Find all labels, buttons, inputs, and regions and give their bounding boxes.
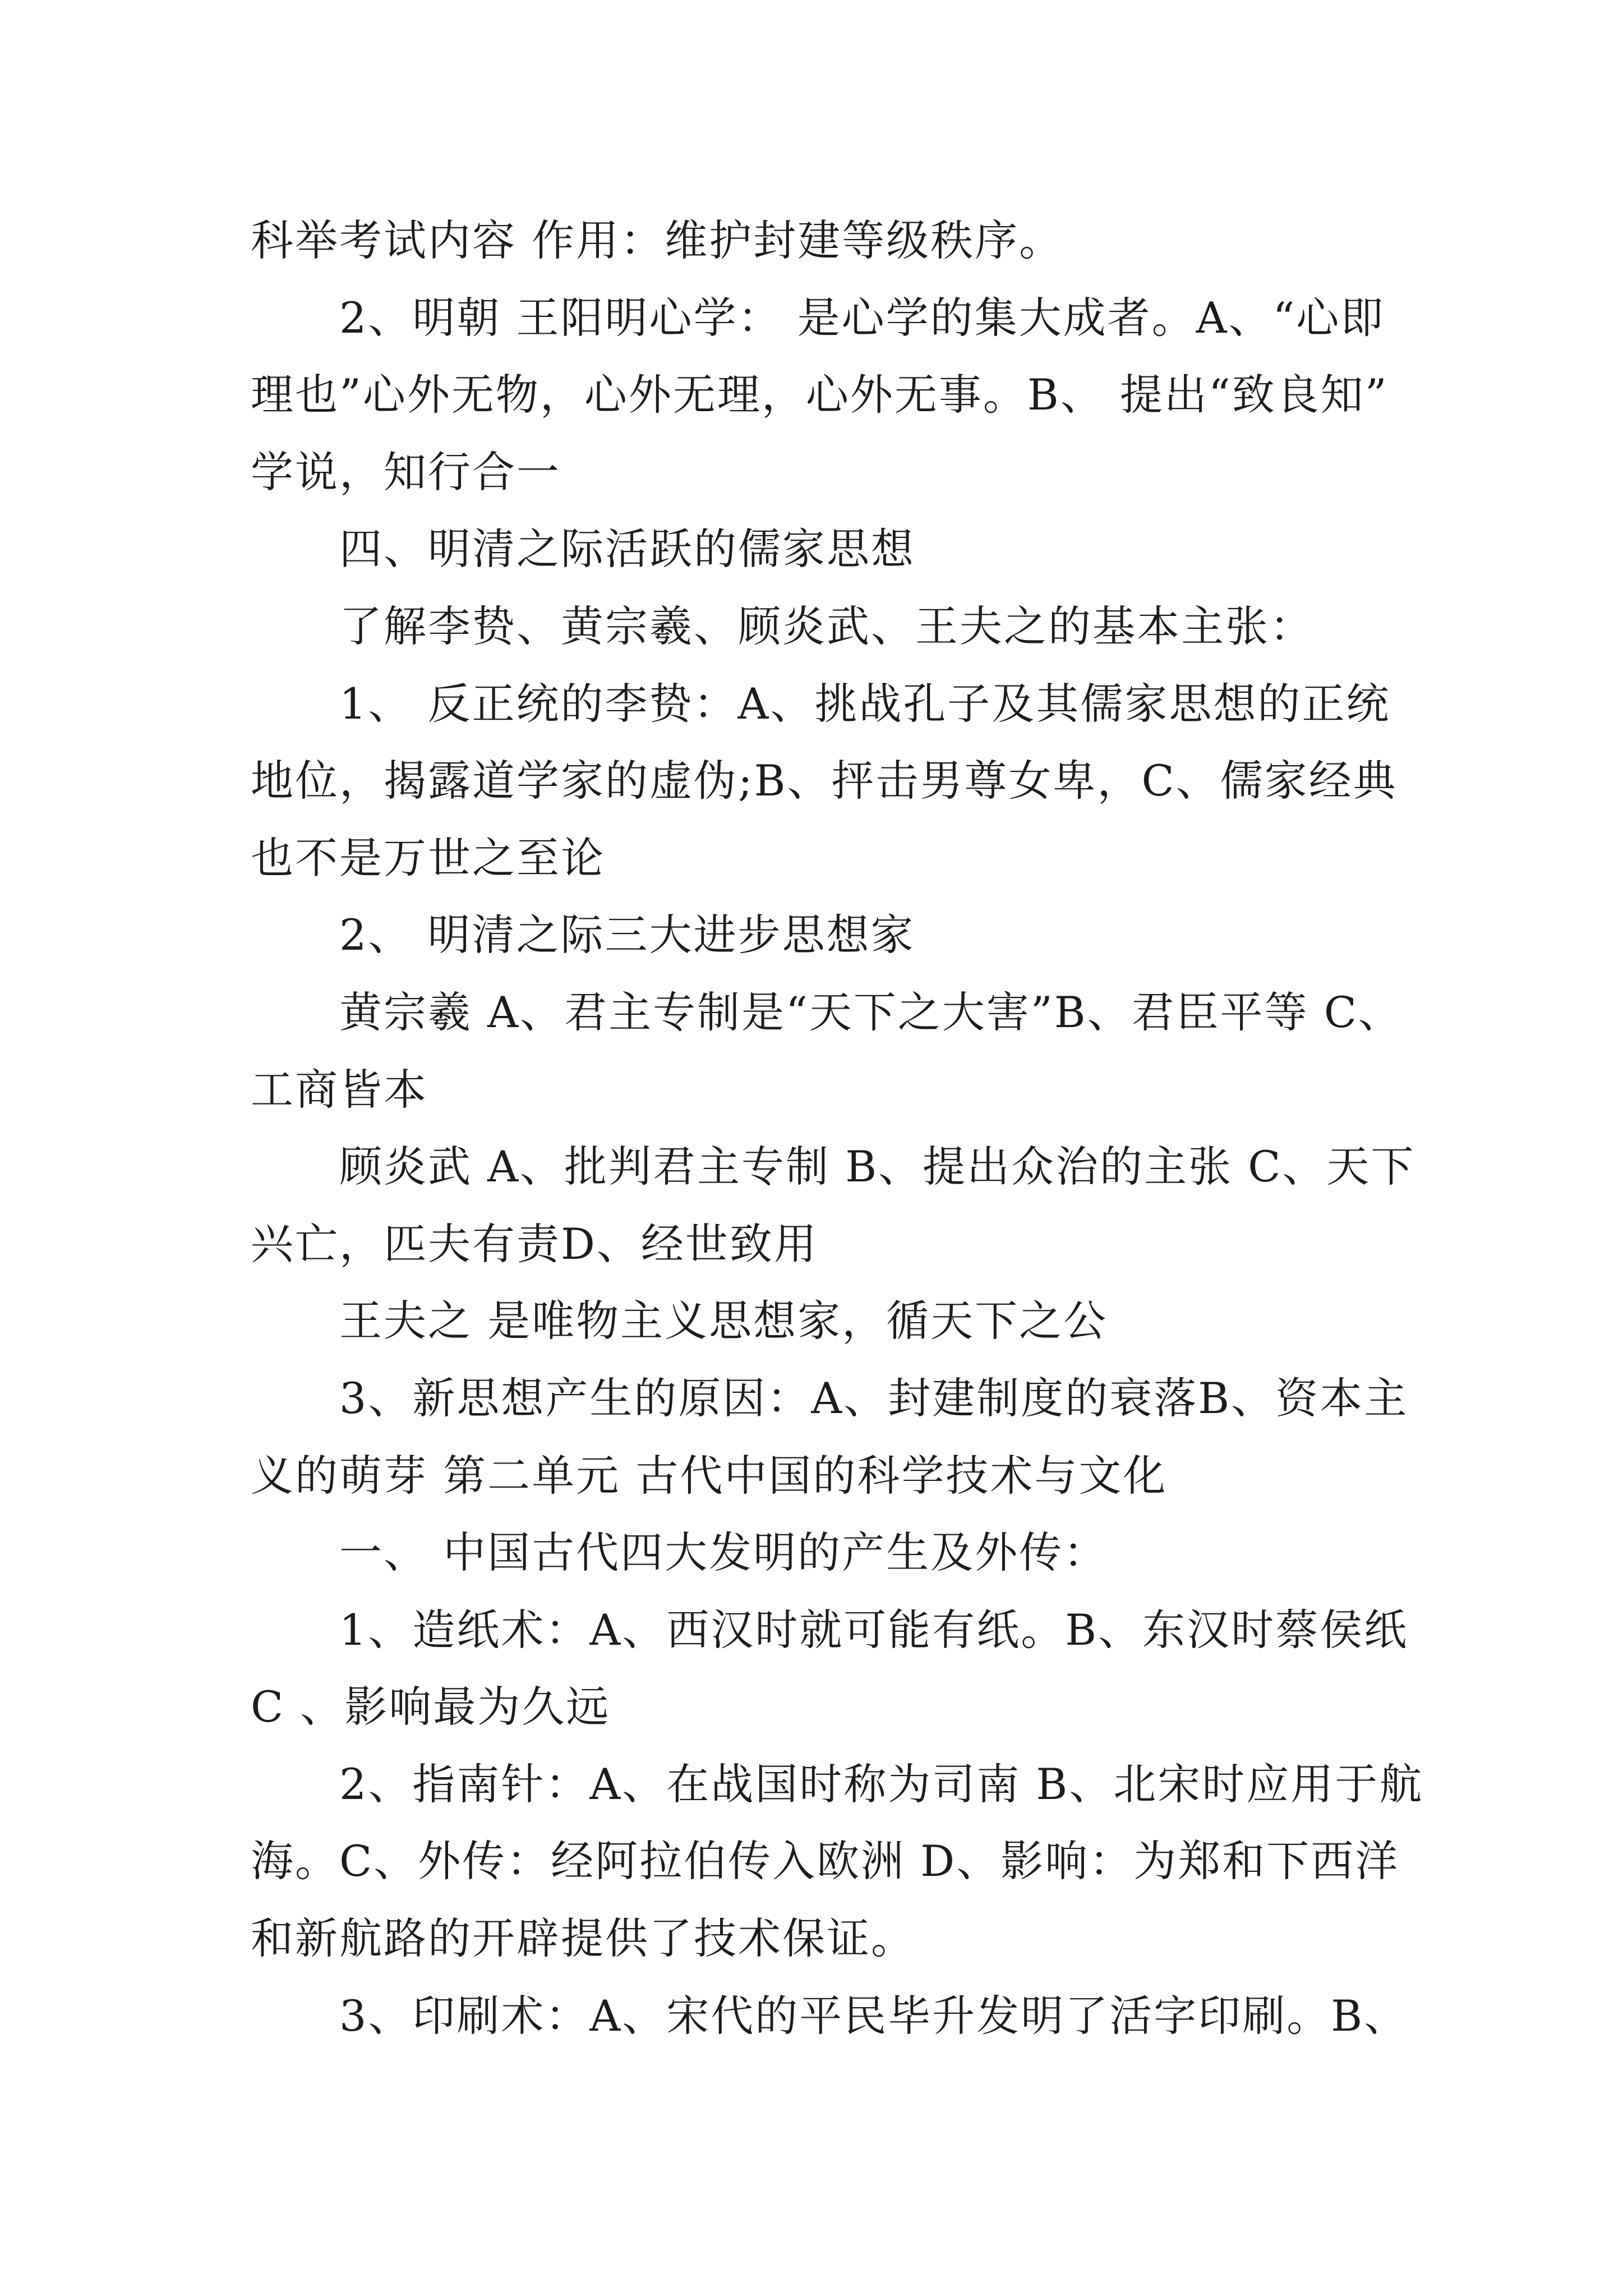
paragraph xyxy=(251,665,1455,897)
text-line: 理也”心外无物，心外无理，心外无事。B、 提出“致良知” xyxy=(251,370,1389,420)
paragraph xyxy=(251,896,1455,974)
text-line: 兴亡，匹夫有责D、经世致用 xyxy=(251,1218,818,1269)
section-heading xyxy=(251,510,1455,588)
text-line: 四、明清之际活跃的儒家思想 xyxy=(339,524,915,574)
text-line: 1、造纸术：A、西汉时就可能有纸。B、东汉时蔡侯纸 xyxy=(339,1604,1409,1655)
paragraph xyxy=(251,588,1455,665)
text-line: 黄宗羲 A、君主专制是“天下之大害”B、君臣平等 C、 xyxy=(339,987,1403,1037)
paragraph xyxy=(251,1746,1455,1977)
text-line: 2、指南针：A、在战国时称为司南 B、北宋时应用于航 xyxy=(339,1759,1424,1809)
text-line: 也不是万世之至论 xyxy=(251,832,605,883)
paragraph-continued xyxy=(251,202,1455,279)
text-line: 一、 中国古代四大发明的产生及外传： xyxy=(339,1527,1108,1578)
paragraph xyxy=(251,974,1455,1128)
text-line: 顾炎武 A、批判君主专制 B、提出众治的主张 C、天下 xyxy=(339,1142,1415,1192)
text-line: 了解李贽、黄宗羲、顾炎武、王夫之的基本主张： xyxy=(339,601,1314,651)
text-line: 王夫之 是唯物主义思想家，循天下之公 xyxy=(339,1296,1108,1346)
text-line: 3、印刷术：A、宋代的平民毕升发明了活字印刷。B、 xyxy=(339,1990,1409,2041)
text-line: 科举考试内容 作用：维护封建等级秩序。 xyxy=(251,215,1064,265)
text-line: 1、 反正统的李贽：A、挑战孔子及其儒家思想的正统 xyxy=(339,678,1391,729)
section-heading xyxy=(251,1514,1455,1591)
text-line: 义的萌芽 第二单元 古代中国的科学技术与文化 xyxy=(251,1450,1168,1501)
text-line: 工商皆本 xyxy=(251,1064,428,1115)
text-line: 2、明朝 王阳明心学： 是心学的集大成者。A、“心即 xyxy=(339,292,1385,343)
paragraph xyxy=(251,1128,1455,1282)
text-line: 2、 明清之际三大进步思想家 xyxy=(339,910,915,960)
paragraph xyxy=(251,1282,1455,1360)
text-line: C 、影响最为久远 xyxy=(251,1682,611,1732)
text-line: 海。C、外传：经阿拉伯传入欧洲 D、影响：为郑和下西洋 xyxy=(251,1836,1400,1887)
paragraph xyxy=(251,1360,1455,1514)
paragraph xyxy=(251,1977,1455,2055)
text-line: 学说，知行合一 xyxy=(251,447,561,497)
text-line: 和新航路的开辟提供了技术保证。 xyxy=(251,1913,915,1964)
text-line: 3、新思想产生的原因：A、封建制度的衰落B、资本主 xyxy=(339,1373,1409,1423)
paragraph xyxy=(251,279,1455,511)
paragraph xyxy=(251,1591,1455,1746)
text-line: 地位，揭露道学家的虚伪;B、抨击男尊女卑，C、儒家经典 xyxy=(251,756,1398,806)
